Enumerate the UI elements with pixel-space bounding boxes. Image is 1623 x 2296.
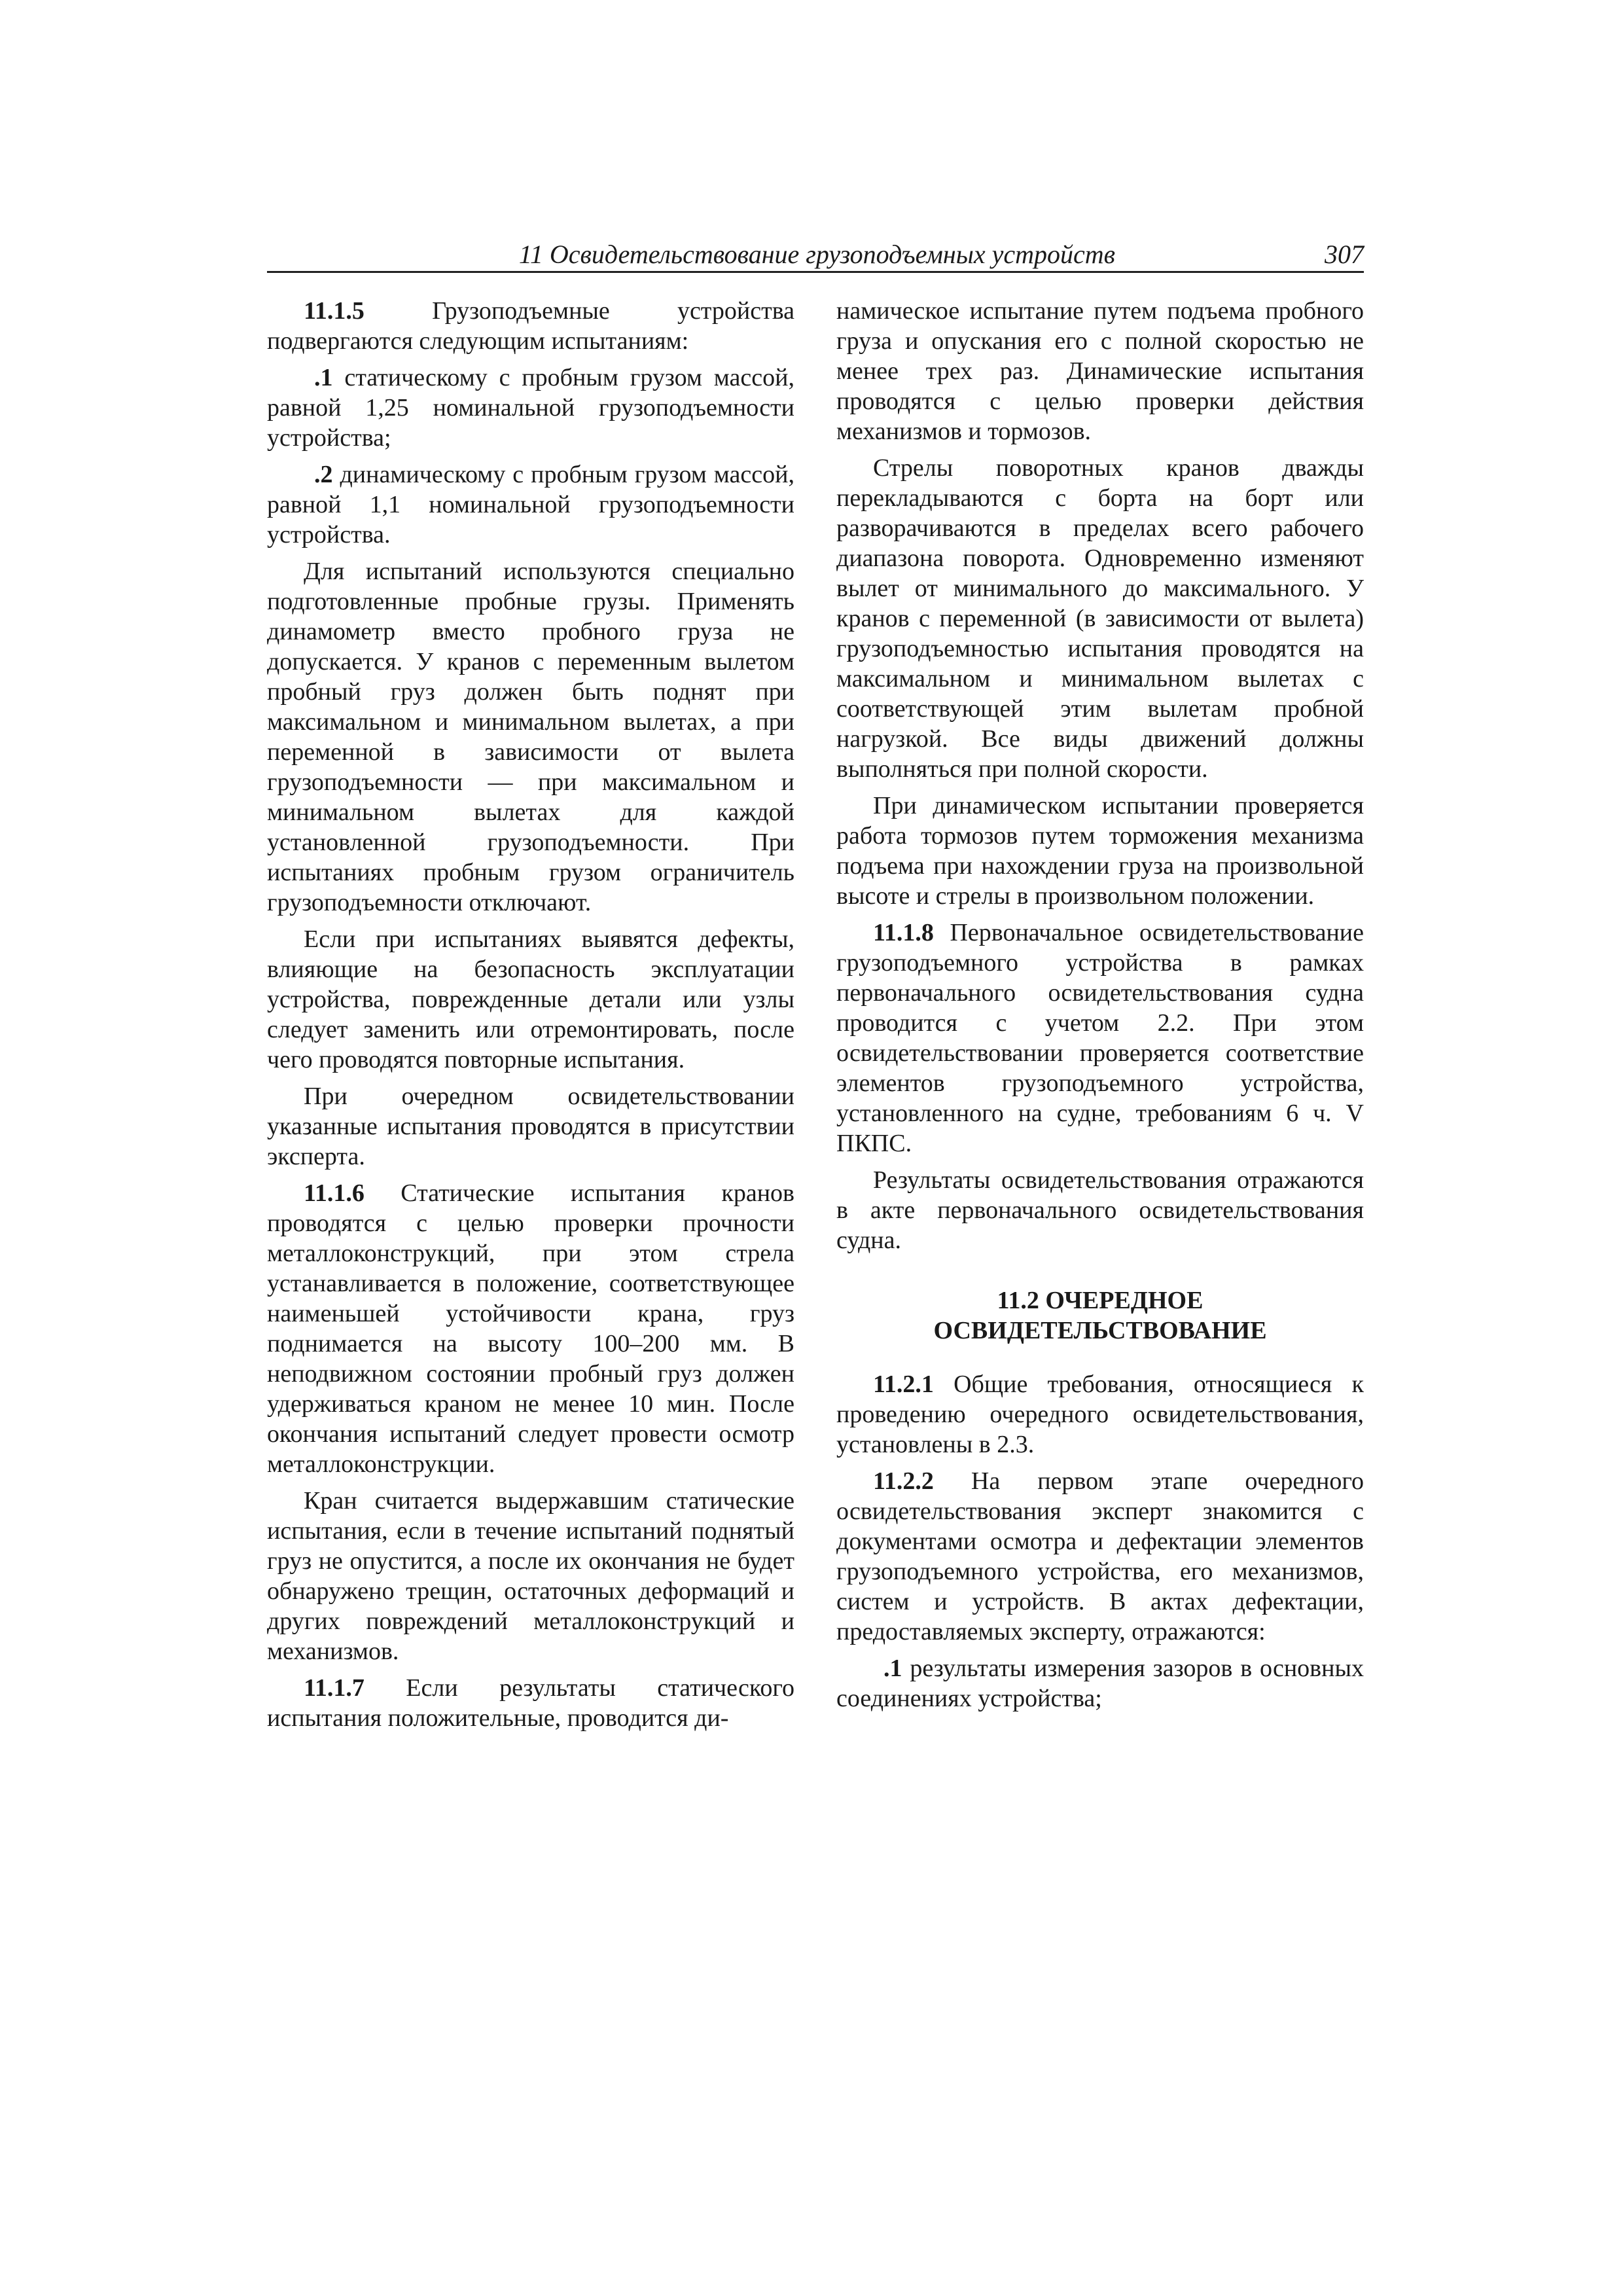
paragraph-11-1-8 bbox=[836, 918, 1364, 1158]
paragraph-continued: намическое испытание путем подъема пробного груза и опускания его с полной скоростью не менее трех раз. Динамические испытания проводятся с целью проверки действия механизмов и тормозов. bbox=[836, 297, 1364, 445]
clause-number: 11.2.2 bbox=[873, 1467, 934, 1495]
clause-text: На первом этапе очередного освидетельствования эксперт знакомится с документами осмотра и дефектации элементов грузоподъемного устройства, его механизмов, систем и устройств. В актах дефектации, предоставляемых эксперту, отражаются: bbox=[836, 1467, 1364, 1645]
paragraph: Для испытаний используются специально подготовленные пробные грузы. Применять динамометр вместо пробного груза не допускается. У кранов с переменным вылетом пробный груз должен быть поднят при максимальном и минимальном вылетах, а при переменной в зависимости от вылета грузоподъемности — при максимальном и минимальном вылетах для каждой установленной грузоподъемности. При испытаниях пробным грузом ограничитель грузоподъемности отключают. bbox=[267, 558, 794, 916]
paragraph-11-1-6 bbox=[267, 1178, 794, 1479]
clause-number: 11.2.1 bbox=[873, 1371, 934, 1398]
paragraph: Стрелы поворотных кранов дважды перекладываются с борта на борт или разворачиваются в пределах всего рабочего диапазона поворота. Одновременно изменяют вылет от минимального до максимального. У кранов с переменной (в зависимости от вылета) грузоподъемностью испытания проводятся на максимальном и минимальном вылетах с соответствующей этим вылетам пробной нагрузкой. Все виды движений должны выполняться при полной скорости. bbox=[836, 454, 1364, 783]
clause-number: 11.1.6 bbox=[304, 1179, 365, 1207]
item-number: .2 bbox=[314, 461, 333, 488]
clause-text: Первоначальное освидетельствование грузоподъемного устройства в рамках первоначального освидетельствования судна проводится с учетом 2.2. При этом освидетельствовании проверяется соответствие элементов грузоподъемного устройства, установленного на судне, требованиям 6 ч. V ПКПС. bbox=[836, 919, 1364, 1157]
clause-number: 11.1.8 bbox=[873, 919, 934, 946]
paragraph: Результаты освидетельствования отражаются в акте первоначального освидетельствования судна. bbox=[836, 1166, 1364, 1254]
section-heading-line-2: ОСВИДЕТЕЛЬСТВОВАНИЕ bbox=[933, 1317, 1267, 1344]
clause-text: Общие требования, относящиеся к проведению очередного освидетельствования, установлены в 2.3. bbox=[836, 1371, 1364, 1458]
paragraph: Кран считается выдержавшим статические испытания, если в течение испытаний поднятый груз не опустится, а после их окончания не будет обнаружено трещин, остаточных деформаций и других повреждений металлоконструкций и механизмов. bbox=[267, 1487, 794, 1665]
list-item-1 bbox=[267, 363, 794, 453]
paragraph-11-2-1 bbox=[836, 1369, 1364, 1460]
page-number: 307 bbox=[1325, 240, 1364, 269]
clause-number: 11.1.5 bbox=[304, 297, 365, 325]
item-text: динамическому с пробным грузом массой, равной 1,1 номинальной грузоподъемности устройства. bbox=[267, 461, 794, 548]
right-column bbox=[836, 296, 1364, 1720]
paragraph-11-1-7 bbox=[267, 1673, 794, 1733]
paragraph-11-2-2 bbox=[836, 1466, 1364, 1647]
list-item-2 bbox=[267, 459, 794, 550]
paragraph: При очередном освидетельствовании указанные испытания проводятся в присутствии эксперта. bbox=[267, 1083, 794, 1170]
item-text: результаты измерения зазоров в основных соединениях устройства; bbox=[836, 1655, 1364, 1712]
section-heading bbox=[836, 1285, 1364, 1346]
paragraph: Если при испытаниях выявятся дефекты, влияющие на безопасность эксплуатации устройства, поврежденные детали или узлы следует заменить или отремонтировать, после чего проводятся повторные испытания. bbox=[267, 925, 794, 1073]
clause-text: Статические испытания кранов проводятся с целью проверки прочности металлоконструкций, при этом стрела устанавливается в положение, соответствующее наименьшей устойчивости крана, груз поднимается на высоту 100–200 мм. В неподвижном состоянии пробный груз должен удерживаться краном не менее 10 мин. После окончания испытаний следует провести осмотр металлоконструкции. bbox=[267, 1179, 794, 1478]
paragraph: При динамическом испытании проверяется работа тормозов путем торможения механизма подъема при нахождении груза на произвольной высоте и стрелы в произвольном положении. bbox=[836, 792, 1364, 910]
item-text: статическому с пробным грузом массой, равной 1,25 номинальной грузоподъемности устройства; bbox=[267, 364, 794, 452]
paragraph-11-1-5 bbox=[267, 296, 794, 356]
clause-text: Если результаты статического испытания положительные, проводится ди- bbox=[267, 1674, 794, 1732]
header-title: 11 Освидетельствование грузоподъемных устройств bbox=[518, 240, 1115, 269]
left-column bbox=[267, 296, 794, 1740]
clause-number: 11.1.7 bbox=[304, 1674, 365, 1702]
section-heading-line-1: 11.2 ОЧЕРЕДНОЕ bbox=[997, 1287, 1204, 1314]
item-number: .1 bbox=[883, 1655, 902, 1682]
item-number: .1 bbox=[314, 364, 333, 391]
running-header bbox=[267, 238, 1364, 273]
clause-text: Грузоподъемные устройства подвергаются следующим испытаниям: bbox=[267, 297, 794, 355]
list-item-1 bbox=[836, 1653, 1364, 1713]
